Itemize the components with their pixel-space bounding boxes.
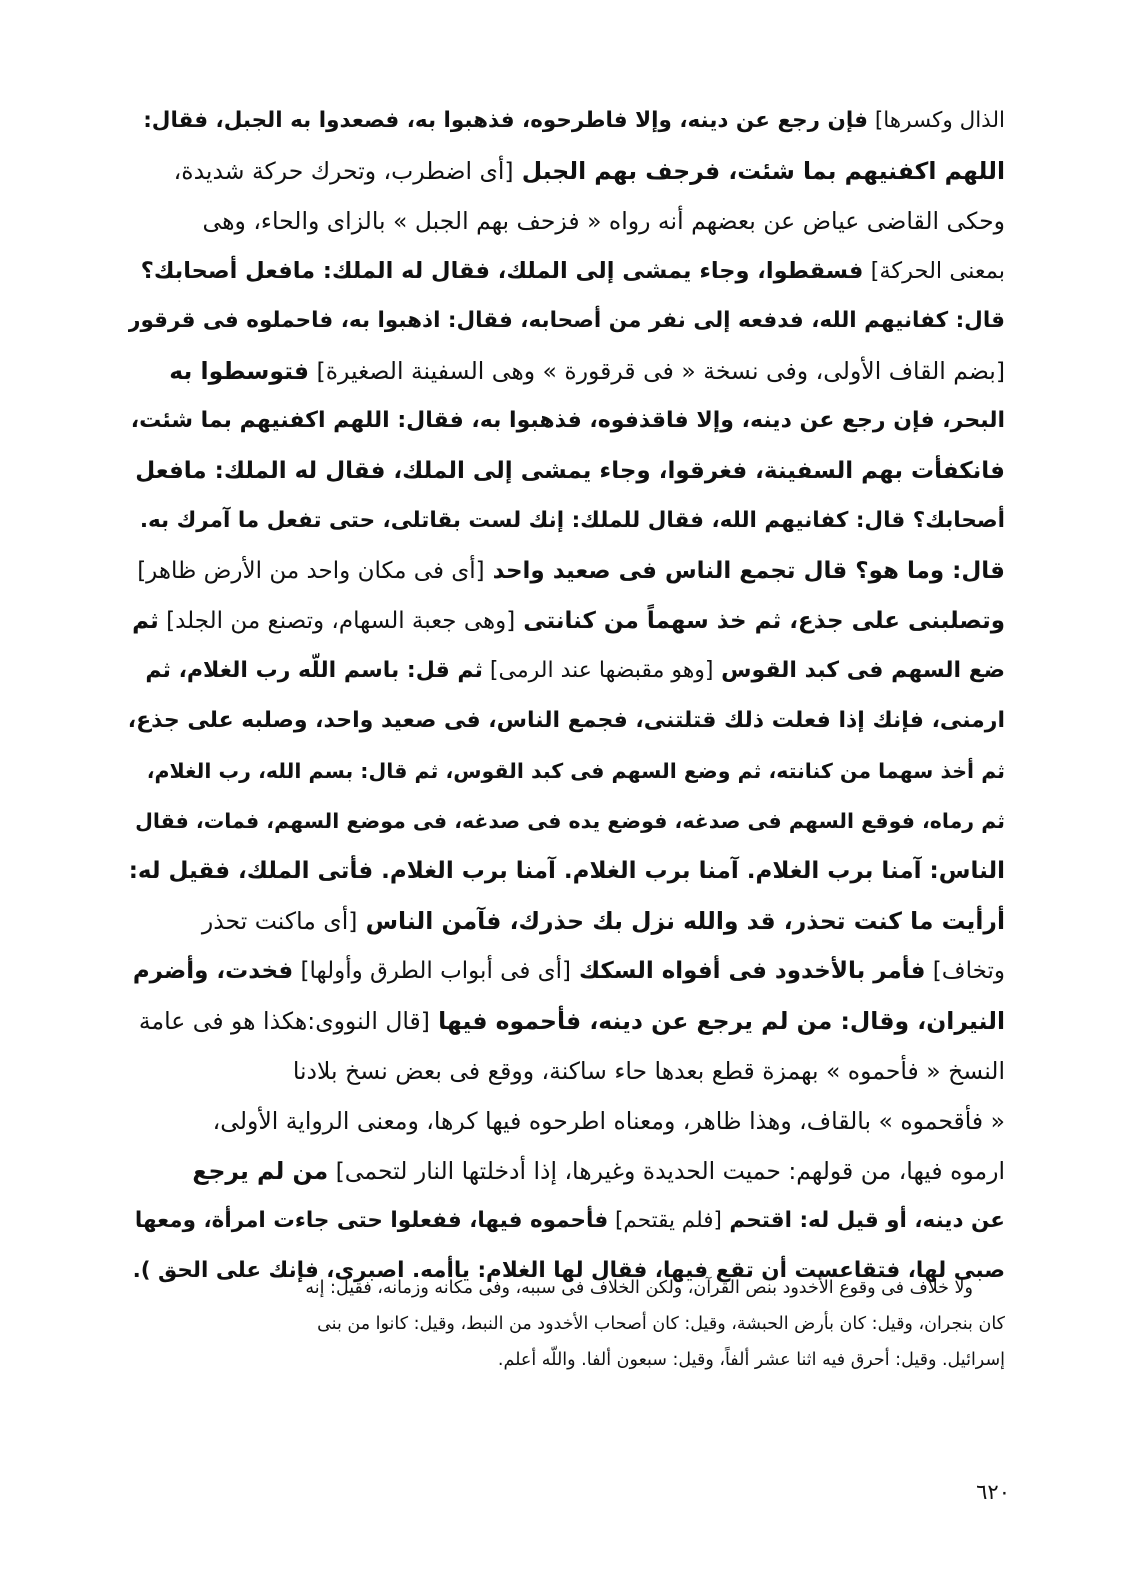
- text-line: [128, 246, 1005, 296]
- hadith-text: قال: كفانيهم الله، فدفعه إلى نفر من أصحابه، فقال: اذهبوا به، فاحملوه فى قرقور: [128, 308, 1005, 333]
- commentary-text: النسخ « فأحموه » بهمزة قطع بعدها حاء ساكنة، ووقع فى بعض نسخ بلادنا: [292, 1057, 1005, 1085]
- commentary-text: [أى فى أبواب الطرق وأولها]: [293, 958, 571, 984]
- commentary-text: وتخاف]: [925, 958, 1005, 984]
- text-line: [128, 946, 1005, 996]
- text-line: [128, 596, 1005, 646]
- main-text-block: [128, 96, 1005, 1296]
- hadith-text: أرأيت ما كنت تحذر، قد والله نزل بك حذرك، فآمن الناس: [357, 907, 1005, 935]
- footnote-line: إسرائيل. وقيل: أحرق فيه اثنا عشر ألفاً، وقيل: سبعون ألفا. واللّه أعلم.: [497, 1350, 1005, 1370]
- footnote-block: [128, 1270, 1005, 1378]
- commentary-text: بمعنى الحركة]: [863, 258, 1005, 284]
- text-line: [128, 446, 1005, 496]
- text-line: [128, 196, 1005, 246]
- hadith-text: فتوسطوا به: [169, 357, 310, 385]
- text-line: [128, 796, 1005, 846]
- hadith-text: البحر، فإن رجع عن دينه، وإلا فاقذفوه، فذهبوا به، فقال: اللهم اكفنيهم بما شئت،: [130, 408, 1005, 433]
- hadith-text: النيران، وقال: من لم يرجع عن دينه، فأحموه فيها: [429, 1007, 1005, 1035]
- commentary-text: ارموه فيها، من قولهم: حميت الحديدة وغيرها، إذا أدخلتها النار لتحمى]: [328, 1157, 1005, 1185]
- commentary-text: « فأقحموه » بالقاف، وهذا ظاهر، ومعناه اطرحوه فيها كرها، ومعنى الرواية الأولى،: [212, 1107, 1005, 1135]
- text-line: [128, 146, 1005, 196]
- hadith-text: وتصلبنى على جذع، ثم خذ سهماً من كنانتى: [515, 608, 1005, 634]
- hadith-text: ثم قل: باسم اللّه رب الغلام، ثم: [145, 658, 483, 683]
- footnote-line: ولا خلاف فى وقوع الأخدود بنص القرآن، ولكن الخلاف فى سببه، وفى مكانه وزمانه، فقيل: إنه: [305, 1278, 973, 1298]
- text-line: [128, 96, 1005, 146]
- commentary-text: [أى اضطرب، وتحرك حركة شديدة،: [173, 157, 514, 185]
- hadith-text: ارمنى، فإنك إذا فعلت ذلك قتلتنى، فجمع الناس، فى صعيد واحد، وصلبه على جذع،: [128, 708, 1005, 733]
- commentary-text: [فلم يقتحم]: [608, 1208, 722, 1233]
- text-line: [128, 746, 1005, 796]
- text-line: [128, 696, 1005, 746]
- text-line: [128, 846, 1005, 896]
- text-line: [128, 896, 1005, 946]
- hadith-text: ثم: [132, 608, 159, 634]
- text-line: [128, 1096, 1005, 1146]
- text-line: [128, 996, 1005, 1046]
- hadith-text: فانكفأت بهم السفينة، فغرقوا، وجاء يمشى إلى الملك، فقال له الملك: مافعل: [135, 458, 1005, 484]
- text-line: [128, 296, 1005, 346]
- commentary-text: [أى ماكنت تحذر: [201, 907, 358, 935]
- commentary-text: [وهو مقبضها عند الرمى]: [482, 658, 714, 683]
- commentary-text: [وهى جعبة السهام، وتصنع من الجلد]: [158, 608, 516, 634]
- hadith-text: اللهم اكفنيهم بما شئت، فرجف بهم الجبل: [513, 157, 1005, 185]
- commentary-text: [أى فى مكان واحد من الأرض ظاهر]: [137, 558, 485, 584]
- hadith-text: فسقطوا، وجاء يمشى إلى الملك، فقال له الملك: مافعل أصحابك؟: [140, 258, 864, 284]
- text-line: [128, 396, 1005, 446]
- text-line: [128, 496, 1005, 546]
- text-line: [128, 346, 1005, 396]
- hadith-text: ثم رماه، فوقع السهم فى صدغه، فوضع يده فى صدغه، فى موضع السهم، فمات، فقال: [135, 809, 1005, 833]
- text-line: [128, 1196, 1005, 1246]
- commentary-text: وحكى القاضى عياض عن بعضهم أنه رواه « فزحف بهم الجبل » بالزاى والحاء، وهى: [202, 207, 1005, 235]
- hadith-text: عن دينه، أو قيل له: اقتحم: [721, 1208, 1005, 1233]
- hadith-text: من لم يرجع: [192, 1157, 329, 1185]
- page-number: ٦٢٠: [976, 1480, 1010, 1504]
- hadith-text: قال: وما هو؟ قال تجمع الناس فى صعيد واحد: [484, 558, 1005, 584]
- hadith-text: فأمر بالأخدود فى أفواه السكك: [570, 958, 926, 984]
- hadith-text: فإن رجع عن دينه، وإلا فاطرحوه، فذهبوا به، فصعدوا به الجبل، فقال:: [143, 108, 868, 133]
- footnote-line: كان بنجران، وقيل: كان بأرض الحبشة، وقيل: كان أصحاب الأخدود من النبط، وقيل: كانوا من بنى: [317, 1314, 1005, 1334]
- hadith-text: صبى لها، فتقاعست أن تقع فيها، فقال لها الغلام: ياأمه. اصبرى، فإنك على الحق ).: [132, 1258, 1005, 1283]
- hadith-text: ثم أخذ سهما من كنانته، ثم وضع السهم فى كبد القوس، ثم قال: بسم الله، رب الغلام،: [146, 759, 1005, 783]
- text-line: [128, 1146, 1005, 1196]
- commentary-text: [قال النووى:هكذا هو فى عامة: [138, 1007, 430, 1035]
- text-line: [128, 1046, 1005, 1096]
- hadith-text: فخدت، وأضرم: [132, 958, 294, 984]
- hadith-text: أصحابك؟ قال: كفانيهم الله، فقال للملك: إنك لست بقاتلى، حتى تفعل ما آمرك به.: [139, 508, 1005, 533]
- hadith-text: الناس: آمنا برب الغلام. آمنا برب الغلام. آمنا برب الغلام. فأتى الملك، فقيل له:: [128, 858, 1005, 884]
- text-line: [128, 546, 1005, 596]
- hadith-text: فأحموه فيها، ففعلوا حتى جاءت امرأة، ومعها: [134, 1208, 609, 1233]
- commentary-text: الذال وكسرها]: [867, 108, 1005, 133]
- text-line: [128, 646, 1005, 696]
- commentary-text: [بضم القاف الأولى، وفى نسخة « فى قرقورة » وهى السفينة الصغيرة]: [309, 357, 1005, 385]
- hadith-text: ضع السهم فى كبد القوس: [713, 658, 1005, 683]
